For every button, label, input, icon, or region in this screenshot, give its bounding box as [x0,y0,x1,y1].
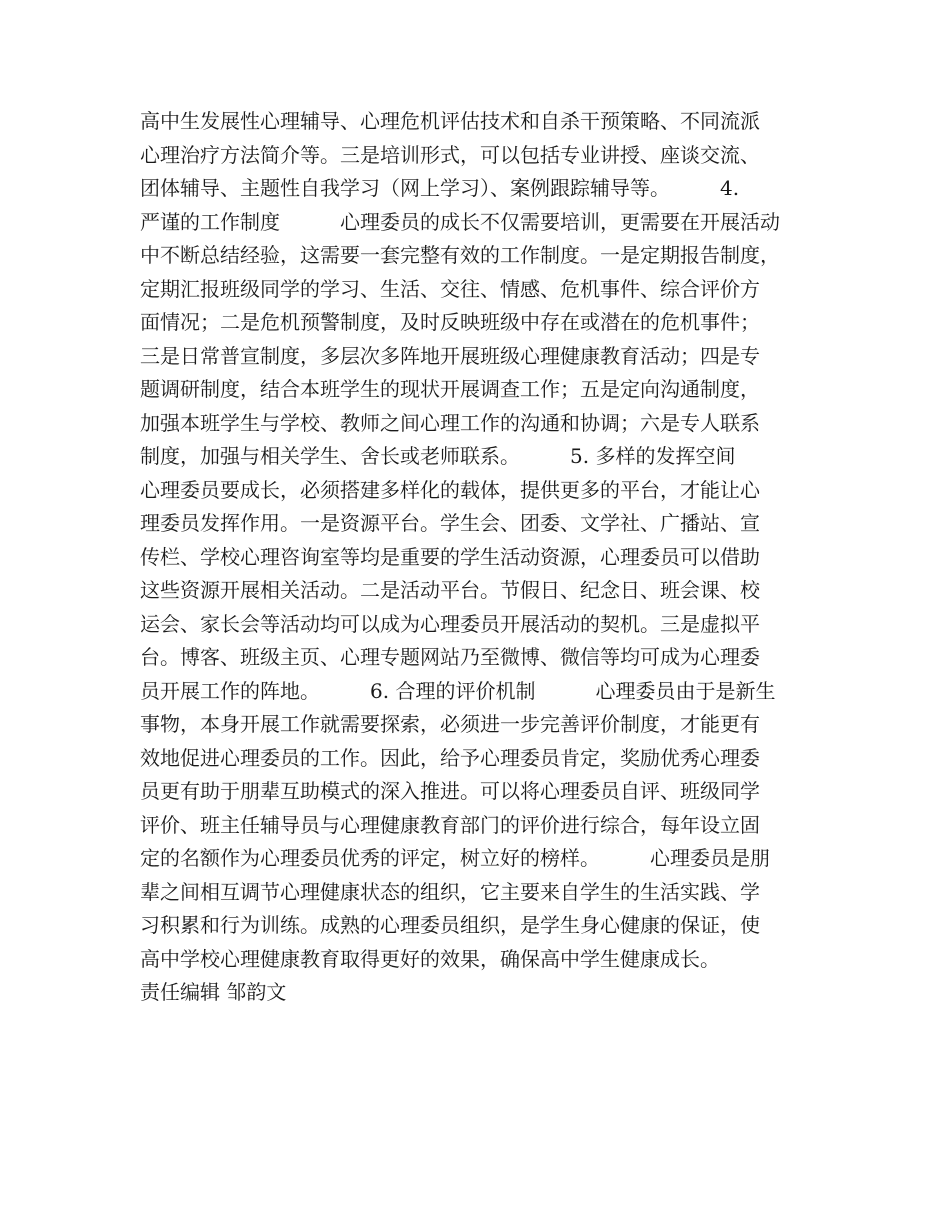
text-line: 评价、班主任辅导员与心理健康教育部门的评价进行综合，每年设立固 [140,812,760,837]
text-line: 加强本班学生与学校、教师之间心理工作的沟通和协调；六是专人联系 [140,410,760,435]
text-line: 事物，本身开展工作就需要探索，必须进一步完善评价制度，才能更有 [140,712,760,736]
text-line: 员更有助于朋辈互助模式的深入推进。可以将心理委员自评、班级同学 [140,779,760,803]
text-line: 心理治疗方法简介等。三是培训形式，可以包括专业讲授、座谈交流、 [140,142,760,167]
text-line: 题调研制度，结合本班学生的现状开展调查工作；五是定向沟通制度， [140,377,760,401]
text-line: 台。博客、班级主页、心理专题网站乃至微博、微信等均可成为心理委 [140,645,760,669]
text-line: 理委员发挥作用。一是资源平台。学生会、团委、文学社、广播站、宣 [140,511,760,535]
text-line: 运会、家长会等活动均可以成为心理委员开展活动的契机。三是虚拟平 [140,611,760,636]
editor-credit: 责任编辑 邹韵文 [140,980,287,1004]
text-line: 三是日常普宣制度，多层次多阵地开展班级心理健康教育活动；四是专 [140,343,760,368]
text-line: 面情况；二是危机预警制度，及时反映班级中存在或潜在的危机事件； [140,310,760,334]
text-line: 中不断总结经验，这需要一套完整有效的工作制度。一是定期报告制度， [140,243,780,267]
text-line: 效地促进心理委员的工作。因此，给予心理委员肯定，奖励优秀心理委 [140,745,760,770]
article-body [140,105,830,1010]
text-line: 定的名额作为心理委员优秀的评定，树立好的榜样。 心理委员是朋 [140,846,770,870]
text-line: 严谨的工作制度 心理委员的成长不仅需要培训，更需要在开展活动 [140,209,780,234]
text-line: 制度，加强与相关学生、舍长或老师联系。 5. 多样的发挥空间 [140,444,736,468]
text-line: 辈之间相互调节心理健康状态的组织，它主要来自学生的生活实践、学 [140,879,760,904]
text-line: 定期汇报班级同学的学习、生活、交往、情感、危机事件、综合评价方 [140,276,760,301]
text-line: 员开展工作的阵地。 6. 合理的评价机制 心理委员由于是新生 [140,678,776,703]
text-line: 高中生发展性心理辅导、心理危机评估技术和自杀干预策略、不同流派 [140,109,760,133]
text-line: 团体辅导、主题性自我学习（网上学习）、案例跟踪辅导等。 4. [140,176,740,200]
text-line: 习积累和行为训练。成熟的心理委员组织，是学生身心健康的保证，使 [140,913,760,937]
text-line: 这些资源开展相关活动。二是活动平台。节假日、纪念日、班会课、校 [140,578,760,602]
text-line: 心理委员要成长，必须搭建多样化的载体，提供更多的平台，才能让心 [140,477,760,502]
text-line: 传栏、学校心理咨询室等均是重要的学生活动资源，心理委员可以借助 [140,544,760,569]
text-line: 高中学校心理健康教育取得更好的效果，确保高中学生健康成长。 [140,946,720,971]
